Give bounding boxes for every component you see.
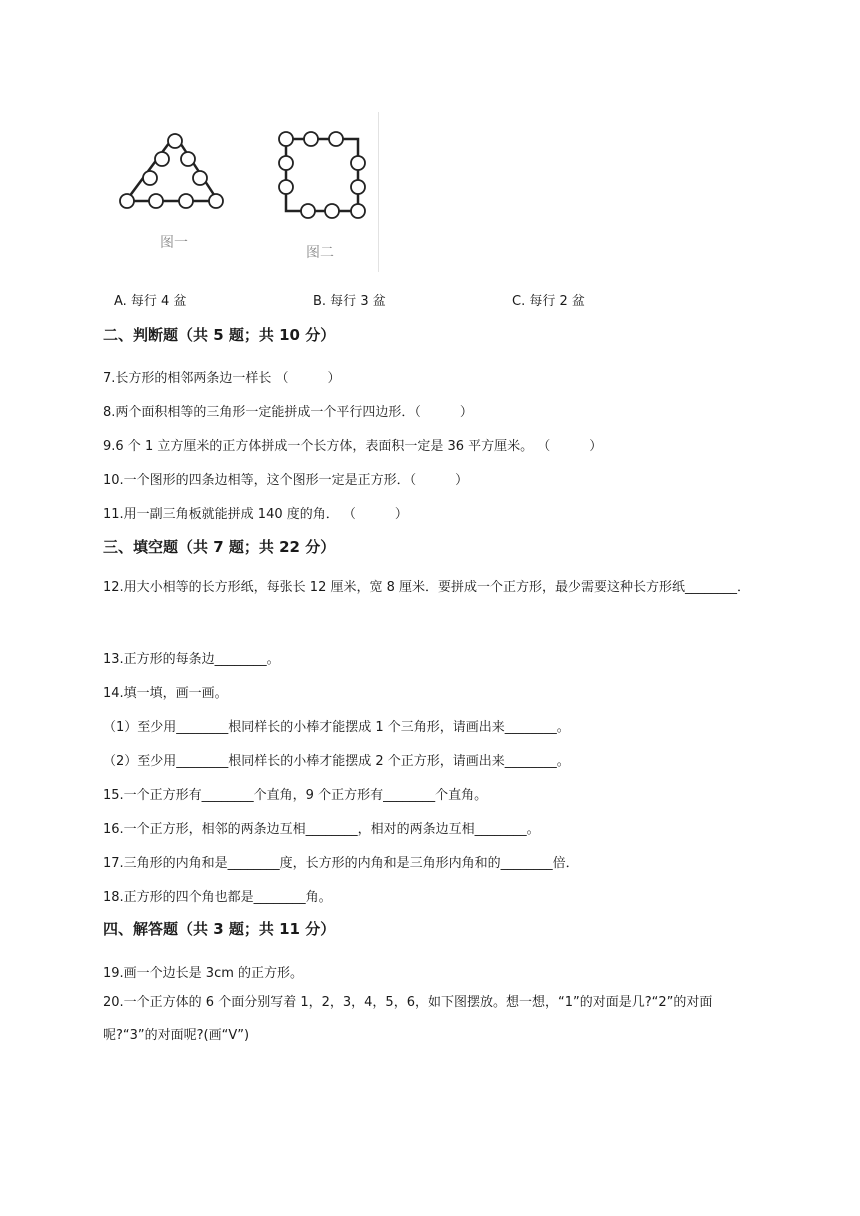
- section2-heading: 二、判断题（共 5 题；共 10 分）: [103, 326, 336, 344]
- question-8: 8.两个面积相等的三角形一定能拼成一个平行四边形．（ ）: [103, 405, 473, 420]
- square-figure: [270, 123, 370, 228]
- figure1-caption: 图一: [160, 235, 188, 251]
- question-14-1: （1）至少用________根同样长的小棒才能摆成 1 个三角形，请画出来________。: [103, 720, 570, 735]
- choice-a[interactable]: A. 每行 4 盆: [114, 294, 187, 309]
- question-17: 17.三角形的内角和是________度，长方形的内角和是三角形内角和的________倍．: [103, 856, 579, 871]
- question-13: 13.正方形的每条边________。: [103, 652, 280, 667]
- section4-heading: 四、解答题（共 3 题；共 11 分）: [103, 920, 336, 938]
- question-12: 12.用大小相等的长方形纸，每张长 12 厘米，宽 8 厘米．要拼成一个正方形，最少需要这种长方形纸________．: [103, 580, 751, 595]
- figure-divider: [378, 112, 379, 272]
- figure2-caption: 图二: [306, 245, 334, 261]
- question-14: 14.填一填，画一画。: [103, 686, 228, 701]
- flowerpot-figures: [110, 108, 390, 278]
- choice-c[interactable]: C. 每行 2 盆: [512, 294, 585, 309]
- question-14-2: （2）至少用________根同样长的小棒才能摆成 2 个正方形，请画出来________。: [103, 754, 570, 769]
- question-7: 7.长方形的相邻两条边一样长 （ ）: [103, 371, 341, 386]
- question-20: 20.一个正方体的 6 个面分别写着 1，2，3，4，5，6，如下图摆放。想一想，“1”的对面是几?“2”的对面呢?“3”的对面呢?(画“V”): [103, 995, 713, 1043]
- choice-b[interactable]: B. 每行 3 盆: [313, 294, 386, 309]
- question-16: 16.一个正方形，相邻的两条边互相________，相对的两条边互相________。: [103, 822, 540, 837]
- question-10: 10.一个图形的四条边相等，这个图形一定是正方形．（ ）: [103, 473, 469, 488]
- triangle-figure: [110, 108, 240, 228]
- question-15: 15.一个正方形有________个直角，9 个正方形有________个直角。: [103, 788, 488, 803]
- question-9: 9.6 个 1 立方厘米的正方体拼成一个长方体，表面积一定是 36 平方厘米。 （ ）: [103, 439, 603, 454]
- question-18: 18.正方形的四个角也都是________角。: [103, 890, 332, 905]
- section3-heading: 三、填空题（共 7 题；共 22 分）: [103, 538, 336, 556]
- question-11: 11.用一副三角板就能拼成 140 度的角． （ ）: [103, 507, 408, 522]
- question-19: 19.画一个边长是 3cm 的正方形。: [103, 966, 304, 981]
